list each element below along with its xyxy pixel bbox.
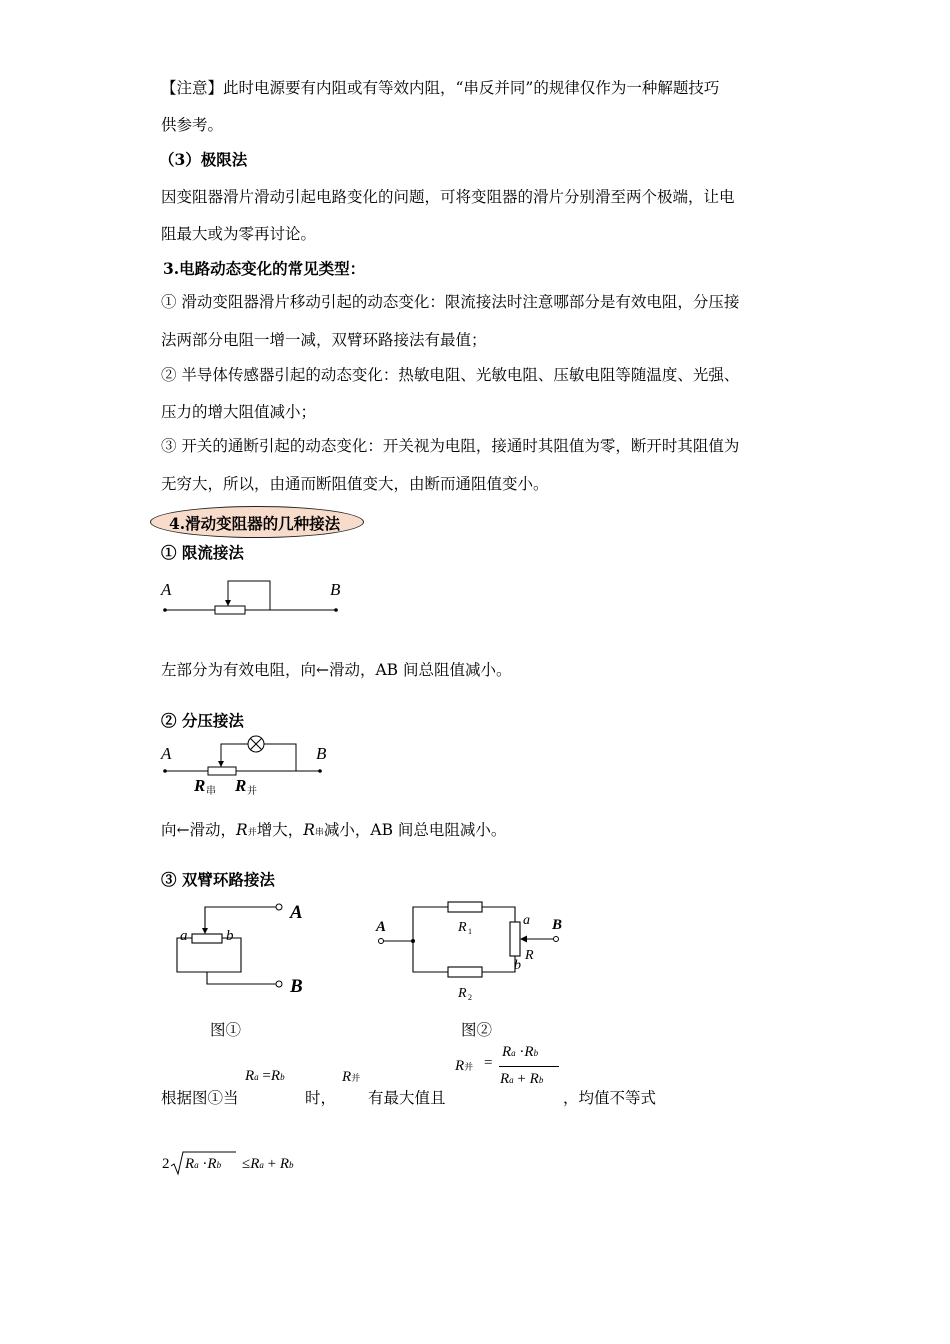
type-2-line-1: ② 半导体传感器引起的动态变化：热敏电阻、光敏电阻、压敏电阻等随温度、光强、	[161, 366, 740, 384]
slider-arrow	[202, 928, 208, 934]
r1-label: R	[458, 920, 467, 935]
types-heading: 3.电路动态变化的常见类型：	[163, 259, 366, 278]
resistor-r1	[448, 902, 482, 912]
point-b-label: b	[514, 958, 521, 973]
terminal-b-label: B	[316, 744, 327, 763]
inequality-sqrt-content: Ra ·Rb	[185, 1156, 222, 1172]
desc2-mid: 增大，	[256, 821, 304, 839]
desc2-post: 减小，AB 间总电阻减小。	[323, 821, 507, 839]
inequality-rhs: ≤Ra + Rb	[242, 1156, 294, 1172]
voltage-divider-desc	[161, 820, 506, 843]
terminal-b-label: B	[552, 917, 563, 933]
fraction-bar	[499, 1066, 559, 1067]
desc2-pre: 向←滑动，	[161, 821, 236, 839]
type-1-line-2: 法两部分电阻一增一减，双臂环路接法有最值；	[161, 331, 487, 349]
desc2-r2: R	[303, 821, 315, 839]
note-line-2: 供参考。	[161, 116, 224, 134]
r1-sub: 1	[468, 927, 472, 936]
desc2-r1: R	[236, 821, 248, 839]
conclusion-post: ，均值不等式	[563, 1089, 657, 1107]
r-parallel-label: R	[235, 776, 247, 795]
conclusion-mid: 时，	[305, 1089, 337, 1107]
desc2-sub2: 串	[314, 828, 324, 838]
slider-arrow	[225, 600, 231, 606]
terminal-a-label: A	[161, 744, 172, 763]
point-b-label: b	[226, 928, 234, 944]
voltage-divider-circuit	[158, 734, 338, 796]
section-4-heading	[150, 506, 364, 538]
rheostat-r-label: R	[525, 948, 534, 963]
inequality-two: 2	[162, 1156, 170, 1172]
figure-1-caption: 图①	[210, 1021, 242, 1039]
point-a-label: a	[180, 928, 188, 944]
limit-method-heading: （3）极限法	[159, 150, 248, 169]
type-2-line-2: 压力的增大阻值减小；	[161, 403, 317, 421]
resistor-r2	[448, 967, 482, 977]
terminal-b-label: B	[290, 976, 303, 997]
terminal-a-label: A	[376, 919, 387, 935]
type-3-line-2: 无穷大，所以，由通而断阻值变大，由断而通阻值变小。	[161, 475, 549, 493]
r-parallel-formula-lhs: R并	[455, 1058, 474, 1074]
figure-1-circuit	[172, 898, 332, 998]
current-limiting-heading: ① 限流接法	[161, 543, 244, 562]
r-series-label: R	[194, 776, 206, 795]
section-4-title: 4.滑动变阻器的几种接法	[169, 514, 341, 533]
current-limiting-circuit	[158, 575, 358, 625]
terminal-b-label: B	[330, 580, 341, 599]
type-3-line-1: ③ 开关的通断引起的动态变化：开关视为电阻，接通时其阻值为零，断开时其阻值为	[161, 437, 740, 455]
rheostat-symbol	[192, 934, 222, 943]
voltage-divider-heading: ② 分压接法	[161, 711, 244, 730]
type-1-line-1: ① 滑动变阻器滑片移动引起的动态变化：限流接法时注意哪部分是有效电阻，分压接	[161, 293, 740, 311]
r-parallel-symbol: R并	[342, 1069, 361, 1085]
formula-equals: =	[484, 1055, 493, 1071]
r-parallel-sub: 并	[247, 786, 257, 797]
conclusion-mid2: 有最大值且	[368, 1089, 446, 1107]
current-limiting-desc: 左部分为有效电阻，向←滑动，AB 间总阻值减小。	[161, 661, 512, 679]
note-line-1: 【注意】此时电源要有内阻或有等效内阻，“串反并同”的规律仅作为一种解题技巧	[161, 79, 720, 97]
limit-method-line-1: 因变阻器滑片滑动引起电路变化的问题，可将变阻器的滑片分别滑至两个极端，让电	[161, 188, 735, 206]
r2-label: R	[458, 986, 467, 1001]
formula-denominator: Ra + Rb	[500, 1071, 544, 1087]
desc2-sub1: 并	[247, 828, 257, 838]
terminal-a-label: A	[290, 902, 303, 923]
slider-arrow	[218, 761, 224, 767]
rheostat-symbol	[208, 767, 236, 775]
figure-2-caption: 图②	[461, 1021, 493, 1039]
point-a-label: a	[523, 913, 530, 928]
r-series-sub: 串	[206, 786, 216, 797]
figure-2-circuit	[373, 895, 573, 1005]
condition-ra-eq-rb: Ra =Rb	[245, 1068, 285, 1084]
dual-arm-heading: ③ 双臂环路接法	[161, 870, 275, 889]
formula-numerator: Ra ·Rb	[502, 1044, 539, 1060]
terminal-a-label: A	[161, 580, 172, 599]
slider-arrow	[520, 936, 527, 943]
rheostat-symbol	[215, 606, 245, 614]
conclusion-pre: 根据图①当	[161, 1089, 239, 1107]
r2-sub: 2	[468, 993, 472, 1002]
limit-method-line-2: 阻最大或为零再讨论。	[161, 225, 317, 243]
rheostat-symbol	[510, 922, 520, 956]
